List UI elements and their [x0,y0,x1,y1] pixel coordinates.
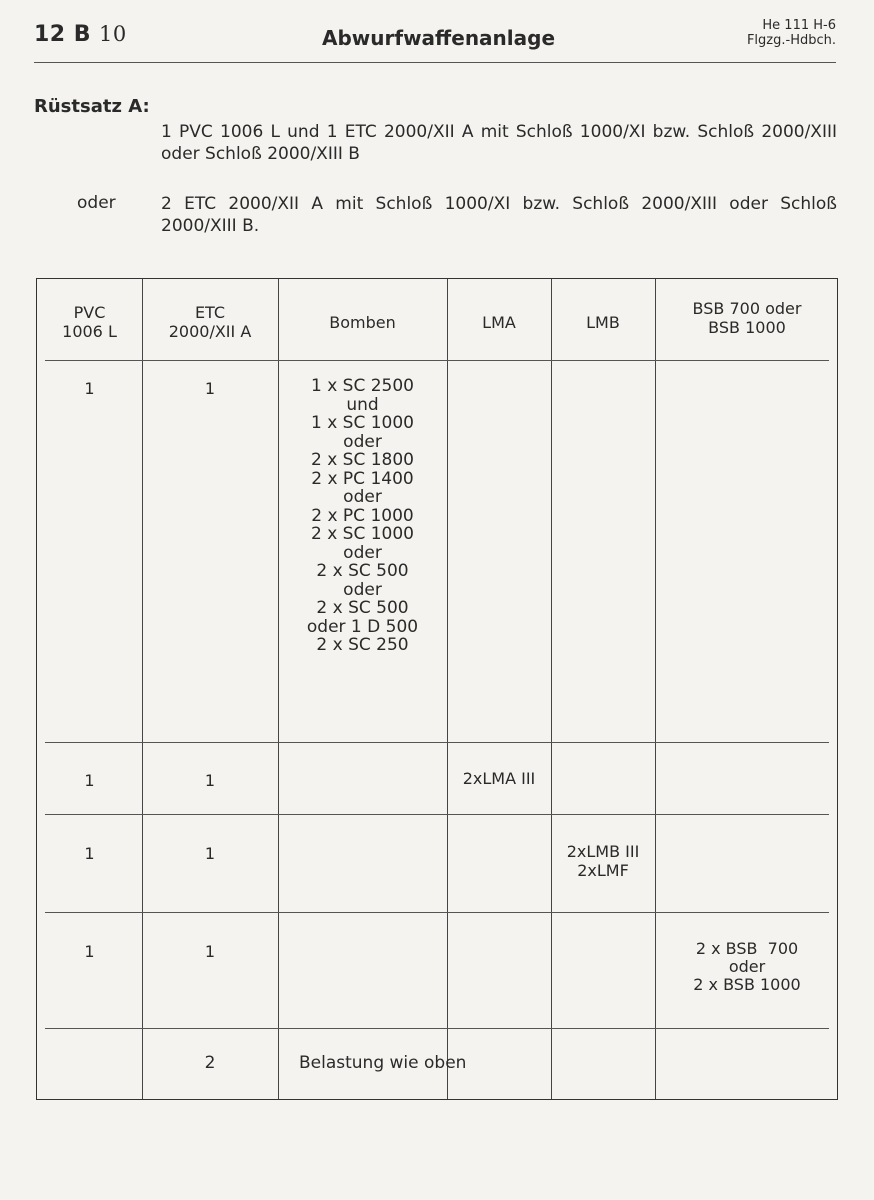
table-cell-pvc: 1 [84,771,95,790]
section-code: 12 B 10 [34,22,127,47]
table-cell-etc: 2 [204,1053,216,1073]
bomb-line: 1 x SC 1000 [310,413,414,433]
header-bomben: Bomben [329,313,396,332]
row-divider [45,912,829,913]
bomb-line: 2 x PC 1400 [311,468,414,489]
header-pvc: PVC 1006 L [62,303,117,341]
bomb-line: und [346,394,379,415]
row-divider [45,1028,829,1029]
row-divider [45,814,829,815]
column-divider [447,279,448,1099]
table-cell-etc: 1 [204,942,216,961]
bomb-line: oder [343,431,382,452]
table-cell-etc: 1 [204,844,216,863]
aircraft-designation: He 111 H-6 [762,18,836,33]
bomb-line: 1 x SC 2500 [310,376,414,396]
header-lma: LMA [482,313,516,332]
config-paragraph-2: 2 ETC 2000/XII A mit Schloß 1000/XI bzw. Schloß 2000/XIII oder Schloß 2000/XIII B. [161,194,837,236]
header-lmb: LMB [586,313,620,332]
bomb-line: oder [343,542,382,563]
table-cell-bomben: Belastung wie oben [299,1053,467,1073]
alternative-label: oder [77,193,116,213]
bomb-line: 2 x SC 500 [316,561,409,581]
table-cell-lma: 2xLMA III [462,769,536,788]
header-etc: ETC 2000/XII A [168,303,252,341]
table-cell-pvc: 1 [84,942,95,961]
bomb-line: oder 1 D 500 [306,616,419,637]
bomb-line: 2 x PC 1000 [311,505,414,526]
header-row-divider [45,360,829,361]
config-paragraph-1: 1 PVC 1006 L und 1 ETC 2000/XII A mit Schloß 1000/XI bzw. Schloß 2000/XIII oder Schloß 2000/XIII B [161,122,837,164]
bomb-line: 2 x SC 1000 [310,524,414,544]
bomb-line: 2 x SC 1800 [310,450,414,470]
section-title: Rüstsatz A: [34,96,150,117]
column-divider [142,279,143,1099]
table-cell-lmb: 2xLMB III 2xLMF [566,842,640,880]
manual-name: Flgzg.-Hdbch. [746,33,836,48]
bomb-line: oder [343,579,382,600]
manual-reference [747,18,836,48]
table-cell-pvc: 1 [84,844,95,863]
header-bsb: BSB 700 oder BSB 1000 [692,299,802,337]
table-cell-etc: 1 [204,379,216,398]
column-divider [551,279,552,1099]
table-cell-pvc: 1 [84,379,95,398]
page-number: 10 [99,22,127,46]
table-cell-bsb: 2 x BSB 700 oder 2 x BSB 1000 [693,939,801,994]
table-cell-bomben-list [278,377,447,655]
header-rule [34,62,836,63]
bomb-line: 2 x SC 250 [316,635,409,655]
page-title: Abwurfwaffenanlage [322,26,556,50]
bomb-line: 2 x SC 500 [316,598,409,618]
row-divider [45,742,829,743]
loadout-table [36,278,838,1100]
bomb-line: oder [343,487,382,507]
table-cell-etc: 1 [204,771,216,790]
